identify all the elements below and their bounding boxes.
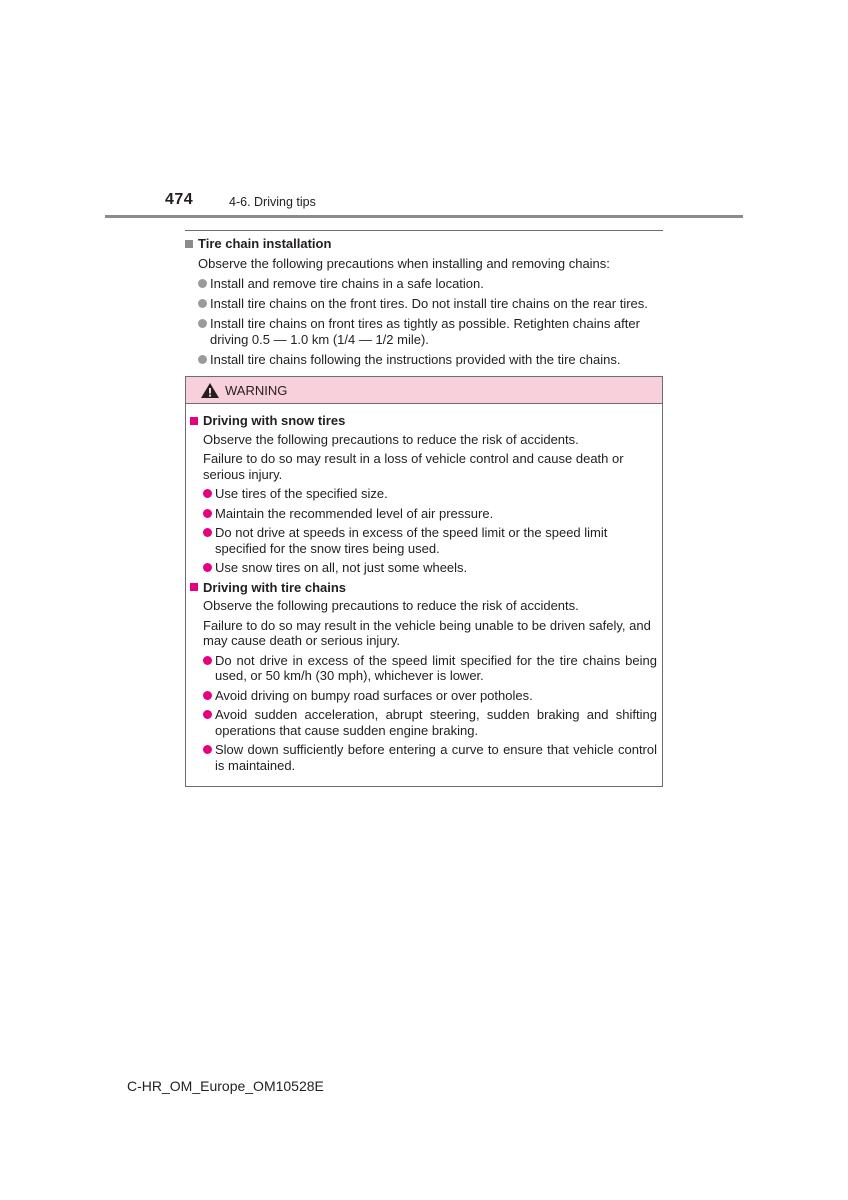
list-item	[190, 688, 657, 704]
list-item-text: Maintain the recommended level of air pressure.	[215, 505, 494, 521]
warning-body	[186, 404, 662, 773]
square-bullet-icon	[185, 240, 193, 248]
list-item-text: Install and remove tire chains in a safe location.	[210, 276, 484, 291]
circle-bullet-icon	[198, 279, 207, 288]
warning-subsection-title: Driving with snow tires	[203, 413, 346, 428]
circle-bullet-icon	[198, 319, 207, 328]
list-item	[185, 316, 663, 347]
list-item-text: Use tires of the specified size.	[215, 486, 388, 501]
warning-paragraph: Observe the following precautions to reduce the risk of accidents.	[203, 598, 579, 613]
list-item-text: Install tire chains on the front tires. Do not install tire chains on the rear tires.	[210, 296, 648, 311]
circle-bullet-icon	[198, 299, 207, 308]
square-bullet-icon	[190, 583, 198, 591]
list-item-text: Install tire chains on front tires as tightly as possible. Retighten chains after driving 0.5 — 1.0 km (1/4 — 1/2 mile).	[210, 316, 640, 347]
list-item-text: Do not drive in excess of the speed limit specified for the tire chains being used, or 50 km/h (30 mph), whichever is lower.	[215, 652, 657, 683]
circle-bullet-icon	[198, 355, 207, 364]
list-item	[190, 653, 657, 684]
warning-paragraph: Failure to do so may result in the vehicle being unable to be driven safely, and may cause death or serious injury.	[203, 617, 651, 648]
section-heading	[185, 236, 663, 252]
section-intro: Observe the following precautions when installing and removing chains:	[198, 255, 610, 271]
section-label: 4-6. Driving tips	[229, 195, 316, 209]
list-item	[190, 506, 657, 522]
list-item	[185, 296, 663, 312]
warning-paragraph: Failure to do so may result in a loss of vehicle control and cause death or serious injury.	[203, 451, 624, 482]
circle-bullet-icon	[203, 563, 212, 572]
list-item	[190, 525, 657, 556]
circle-bullet-icon	[203, 509, 212, 518]
warning-subsection-heading	[190, 413, 657, 429]
section-title: Tire chain installation	[198, 236, 332, 251]
circle-bullet-icon	[203, 528, 212, 537]
warning-header	[186, 377, 662, 404]
circle-bullet-icon	[203, 710, 212, 719]
warning-triangle-icon	[200, 382, 220, 399]
warning-subsection-title: Driving with tire chains	[203, 579, 347, 595]
list-item-text: Avoid driving on bumpy road surfaces or over potholes.	[215, 687, 533, 703]
page-number: 474	[165, 191, 194, 208]
list-item-text: Do not drive at speeds in excess of the speed limit or the speed limit specified for the snow tires being used.	[215, 525, 608, 556]
circle-bullet-icon	[203, 656, 212, 665]
warning-label: WARNING	[225, 382, 288, 398]
header-rule	[105, 215, 743, 218]
square-bullet-icon	[190, 417, 198, 425]
circle-bullet-icon	[203, 691, 212, 700]
section-rule	[185, 230, 663, 231]
list-item	[185, 276, 663, 292]
list-item-text: Use snow tires on all, not just some wheels.	[215, 560, 468, 575]
list-item	[190, 707, 657, 738]
list-item	[190, 560, 657, 576]
list-item	[190, 742, 657, 773]
circle-bullet-icon	[203, 745, 212, 754]
footer-doc-code: C-HR_OM_Europe_OM10528E	[127, 1078, 324, 1094]
warning-subsection-heading	[190, 580, 657, 596]
tire-chain-installation-section	[185, 236, 663, 372]
warning-box	[185, 376, 663, 787]
list-item	[185, 352, 663, 368]
list-item-text: Slow down sufficiently before entering a curve to ensure that vehicle control is maintained.	[215, 742, 657, 773]
list-item-text: Avoid sudden acceleration, abrupt steering, sudden braking and shifting operations that cause sudden engine braking.	[215, 707, 657, 738]
warning-paragraph: Observe the following precautions to reduce the risk of accidents.	[203, 431, 579, 447]
circle-bullet-icon	[203, 489, 212, 498]
list-item	[190, 486, 657, 502]
list-item-text: Install tire chains following the instructions provided with the tire chains.	[210, 351, 621, 367]
